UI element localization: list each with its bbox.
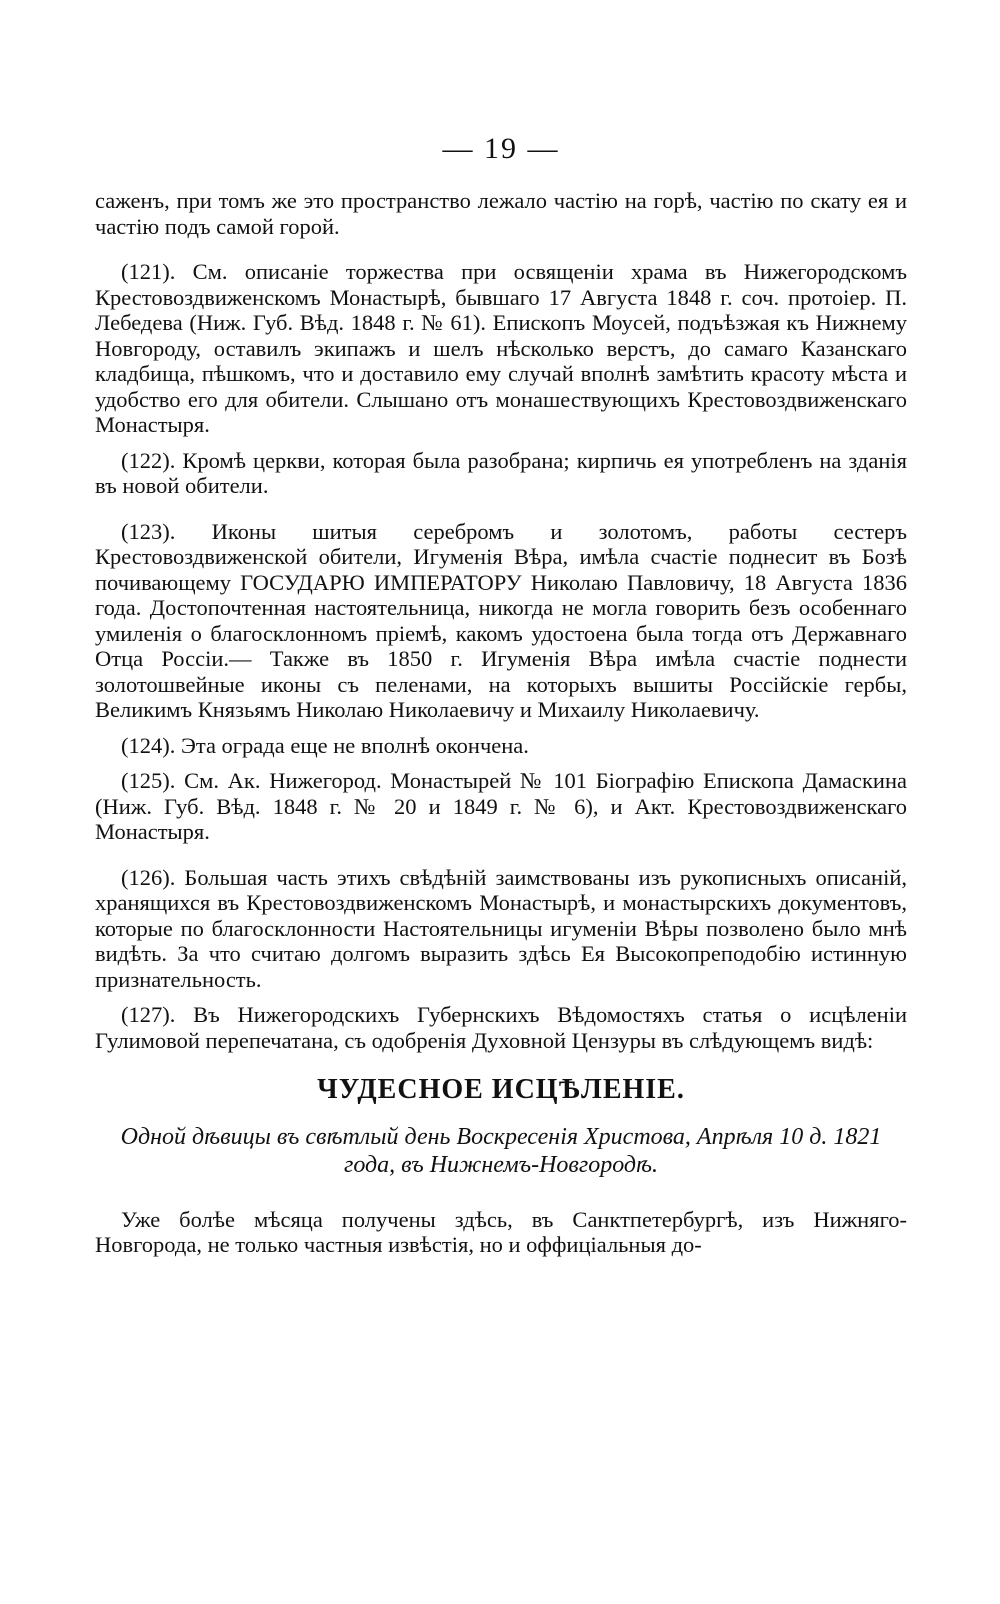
paragraph-continuation: саженъ, при томъ же это пространство лежало частію на горѣ, частію по скату ея и частію подъ самой горой. xyxy=(95,188,907,239)
section-subtitle: Одной дѣвицы въ свѣтлый день Воскресенія Христова, Апрѣля 10 д. 1821 года, въ Нижнемъ-Новгородѣ. xyxy=(120,1123,882,1178)
note-125: (125). См. Ак. Нижегород. Монастырей № 101 Біографію Епископа Дамаскина (Ниж. Губ. Вѣд. 1848 г. № 20 и 1849 г. № 6), и Акт. Крестовоздвиженскаго Монастыря. xyxy=(95,768,907,844)
note-127: (127). Въ Нижегородскихъ Губернскихъ Вѣдомостяхъ статья о исцѣленіи Гулимовой перепечатана, съ одобренія Духовной Цензуры въ слѣдующемъ видѣ: xyxy=(95,1002,907,1053)
note-121: (121). См. описаніе торжества при освященіи храма въ Нижегородскомъ Крестовоздвиженскомъ Монастырѣ, бывшаго 17 Августа 1848 г. соч. протоіер. П. Лебедева (Ниж. Губ. Вѣд. 1848 г. № 61). Епископъ Моусей, подъѣзжая къ Нижнему Новгороду, оставилъ экипажъ и шелъ нѣсколько верстъ, до самаго Казанскаго кладбища, пѣшкомъ, что и доставило ему случай вполнѣ замѣтить красоту мѣста и удобство его для обители. Слышано отъ монашествующихъ Крестовоздвиженскаго Монастыря. xyxy=(95,259,907,437)
page-body xyxy=(95,188,907,1268)
note-122: (122). Кромѣ церкви, которая была разобрана; кирпичь ея употребленъ на зданія въ новой обители. xyxy=(95,447,907,498)
final-paragraph: Уже болѣе мѣсяца получены здѣсь, въ Санктпетербургѣ, изъ Нижняго-Новгорода, не только частныя извѣстія, но и оффиціальныя до- xyxy=(95,1206,907,1257)
note-123: (123). Иконы шитыя серебромъ и золотомъ, работы сестеръ Крестовоздвиженской обители, Игуменія Вѣра, имѣла счастіе поднесит въ Бозѣ почивающему ГОСУДАРЮ ИМПЕРАТОРУ Николаю Павловичу, 18 Августа 1836 года. Достопочтенная настоятельница, никогда не могла говорить безъ особеннаго умиленія о благосклонномъ пріемѣ, какомъ удостоена была тогда отъ Державнаго Отца Россіи.— Также въ 1850 г. Игуменія Вѣра имѣла счастіе поднести золотошвейные иконы съ пеленами, на которыхъ вышиты Россійскіе гербы, Великимъ Князьямъ Николаю Николаевичу и Михаилу Николаевичу. xyxy=(95,518,907,722)
section-heading: ЧУДЕСНОЕ ИСЦѢЛЕНІЕ. xyxy=(317,1074,685,1105)
note-126: (126). Большая часть этихъ свѣдѣній заимствованы изъ рукописныхъ описаній, хранящихся въ Крестовоздвиженскомъ Монастырѣ, и монастырскихъ документовъ, которые по благосклонности Настоятельницы игуменіи Вѣры позволено было мнѣ видѣть. За что считаю долгомъ выразить здѣсь Ея Высокопреподобію истинную признательность. xyxy=(95,864,907,992)
note-124: (124). Эта ограда еще не вполнѣ окончена. xyxy=(121,732,529,758)
page-number: — 19 — xyxy=(442,132,560,165)
